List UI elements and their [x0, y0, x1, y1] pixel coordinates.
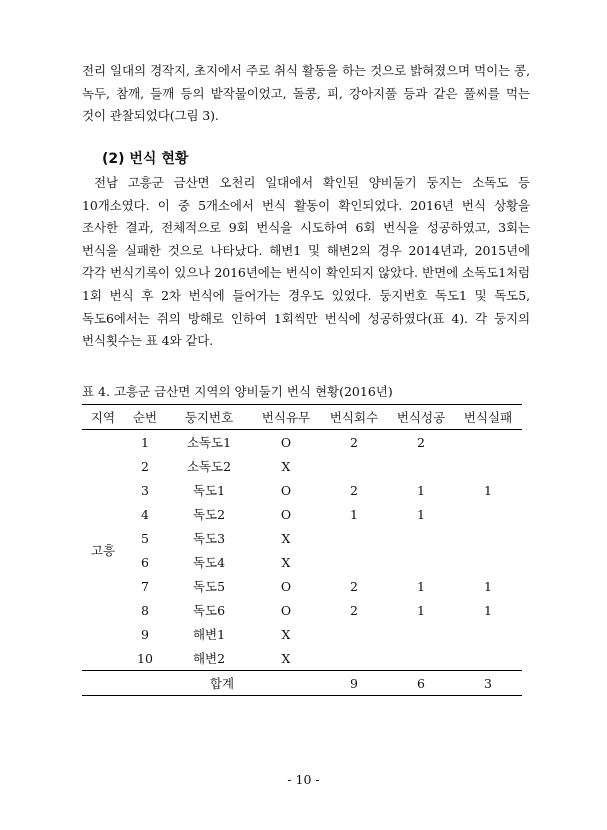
success: [388, 550, 454, 574]
header-region: 지역: [82, 405, 124, 430]
success: [388, 646, 454, 671]
table-row: [82, 454, 522, 478]
breeding-status-table: [82, 404, 522, 696]
header-number: 순번: [124, 405, 166, 430]
section-heading: (2) 번식 현황: [102, 151, 189, 167]
success: 1: [417, 578, 425, 594]
attempts: [320, 550, 388, 574]
body-paragraph: 전남 고흥군 금산면 오천리 일대에서 확인된 양비둘기 둥지는 소독도 등 10개소였다. 이 중 5개소에서 번식 활동이 확인되었다. 2016년 번식 상황을 조사한 결과, 전체적으로 9회 번식을 시도하여 6회 번식을 성공하였고, 3회는 번식을 실패한 것으로 나타났다. 해변1 및 해변2의 경우 2014년과, 2015년에 각각 번식기록이 있으나 2016년에는 번식이 확인되지 않았다. 반면에 소독도1처럼 1회 번식 후 2차 번식에 들어가는 경우도 있었다. 둥지번호 독도1 및 독도5, 독도6에서는 쥐의 방해로 인하여 1회씩만 번식에 성공하였다(표 4). 각 둥지의 번식횟수는 표 4와 같다.: [82, 175, 530, 349]
breeding-flag: X: [281, 554, 291, 570]
table-header-row: [82, 405, 522, 430]
region-cell: 고흥: [90, 543, 116, 558]
nest-id: 독도1: [192, 483, 226, 498]
fail: 1: [484, 578, 492, 594]
page-number: - 10 -: [287, 772, 320, 787]
total-attempts: 9: [320, 671, 388, 696]
attempts: [320, 526, 388, 550]
attempts: 2: [350, 434, 358, 450]
nest-id: 독도3: [192, 531, 226, 546]
row-number: 9: [141, 626, 149, 642]
fail: [454, 526, 522, 550]
intro-paragraph: 전리 일대의 경작지, 초지에서 주로 취식 활동을 하는 것으로 밝혀졌으며 먹이는 콩, 녹두, 참깨, 들깨 등의 밭작물이었고, 돌콩, 피, 강아지풀 등과 같은 풀씨를 먹는 것이 관찰되었다(그림 3).: [82, 63, 530, 124]
attempts: [320, 622, 388, 646]
breeding-flag: X: [281, 458, 291, 474]
total-fail: 3: [454, 671, 522, 696]
row-number: 3: [141, 482, 149, 498]
nest-id: 소독도1: [186, 435, 232, 450]
table-row: [82, 550, 522, 574]
row-number: 5: [141, 530, 149, 546]
row-number: 2: [141, 458, 149, 474]
table-caption: 표 4. 고흥군 금산면 지역의 양비둘기 번식 현황(2016년): [82, 384, 393, 399]
nest-id: 독도5: [192, 579, 226, 594]
breeding-flag: O: [280, 482, 292, 498]
fail: [454, 646, 522, 671]
row-number: 1: [141, 434, 149, 450]
nest-id: 해변2: [192, 651, 226, 666]
total-success: 6: [388, 671, 454, 696]
header-nest-id: 둥지번호: [166, 405, 252, 430]
nest-id: 소독도2: [186, 459, 232, 474]
nest-id: 독도4: [192, 555, 226, 570]
nest-id: 해변1: [192, 627, 226, 642]
success: 1: [417, 482, 425, 498]
attempts: 2: [350, 482, 358, 498]
table-row: [82, 502, 522, 526]
success: [388, 622, 454, 646]
table-row: [82, 526, 522, 550]
breeding-flag: X: [281, 626, 291, 642]
row-number: 7: [141, 578, 149, 594]
fail: 1: [484, 482, 492, 498]
success: 1: [417, 506, 425, 522]
table-total-row: [82, 671, 522, 696]
nest-id: 독도2: [192, 507, 226, 522]
table-row: [82, 646, 522, 671]
attempts: [320, 454, 388, 478]
breeding-flag: X: [281, 650, 291, 666]
header-attempts: 번식회수: [320, 405, 388, 430]
total-spacer: [82, 671, 124, 696]
table-row: [82, 478, 522, 502]
table-row: [82, 622, 522, 646]
fail: [454, 502, 522, 526]
attempts: 1: [350, 506, 358, 522]
header-success: 번식성공: [388, 405, 454, 430]
breeding-flag: O: [280, 602, 292, 618]
table-row: [82, 598, 522, 622]
row-number: 10: [137, 650, 153, 666]
total-label: 합계: [124, 671, 320, 696]
success: [388, 526, 454, 550]
header-breeding: 번식유무: [252, 405, 320, 430]
breeding-flag: O: [280, 578, 292, 594]
breeding-flag: O: [280, 434, 292, 450]
attempts: 2: [350, 578, 358, 594]
row-number: 6: [141, 554, 149, 570]
nest-id: 독도6: [192, 603, 226, 618]
fail: [454, 454, 522, 478]
row-number: 8: [141, 602, 149, 618]
breeding-flag: O: [280, 506, 292, 522]
table-row: [82, 574, 522, 598]
attempts: [320, 646, 388, 671]
success: 1: [417, 602, 425, 618]
attempts: 2: [350, 602, 358, 618]
breeding-flag: X: [281, 530, 291, 546]
fail: [454, 622, 522, 646]
header-fail: 번식실패: [454, 405, 522, 430]
success: [388, 454, 454, 478]
row-number: 4: [141, 506, 149, 522]
fail: [454, 430, 522, 455]
fail: 1: [484, 602, 492, 618]
table-row: [82, 430, 522, 455]
success: 2: [417, 434, 425, 450]
fail: [454, 550, 522, 574]
